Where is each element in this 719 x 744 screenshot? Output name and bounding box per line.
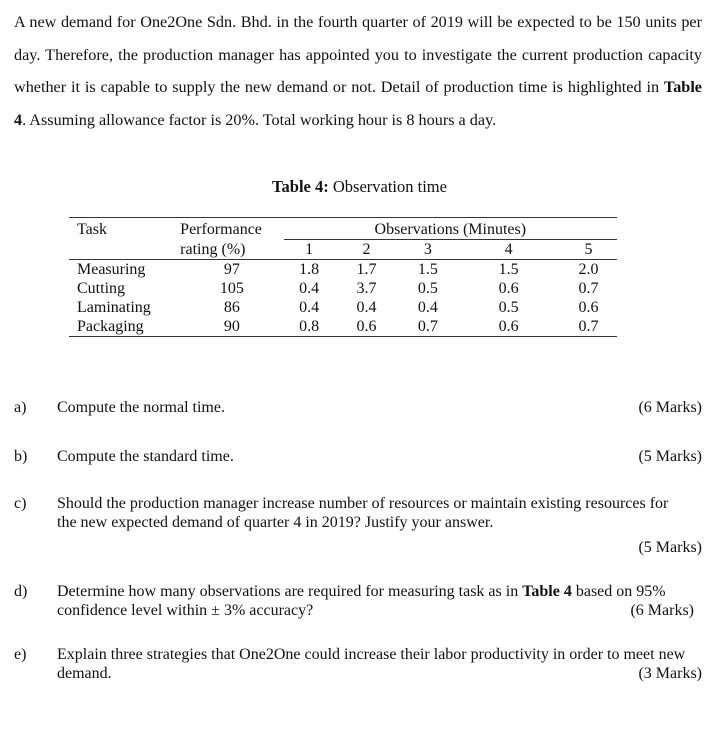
table-row (69, 317, 617, 337)
question-c (14, 494, 702, 556)
question-a-letter: a) (14, 399, 27, 416)
header-rating: rating (%) (180, 240, 283, 260)
intro-table-ref: Table 4 (14, 78, 702, 129)
obs-value: 1.7 (356, 261, 377, 278)
question-d-table-ref: Table 4 (522, 583, 572, 600)
observation-table (69, 217, 617, 337)
question-b-marks: (5 Marks) (638, 448, 702, 465)
table-row (69, 260, 617, 280)
obs-value: 0.7 (578, 280, 599, 297)
question-d-text (57, 582, 697, 620)
task-rating: 105 (219, 280, 244, 297)
obs-value: 1.5 (417, 261, 438, 278)
obs-value: 0.5 (417, 280, 438, 297)
obs-value: 0.8 (284, 317, 335, 337)
obs-value: 1.5 (498, 261, 519, 278)
question-b-text: Compute the standard time. (57, 448, 234, 465)
question-d-letter: d) (14, 583, 28, 600)
task-name: Measuring (77, 261, 146, 278)
obs-value: 0.4 (356, 299, 377, 316)
question-b (14, 447, 702, 466)
obs-value: 0.7 (398, 317, 457, 337)
header-task: Task (69, 218, 180, 240)
obs-value: 3.7 (356, 280, 377, 297)
obs-value: 0.7 (560, 317, 617, 337)
intro-paragraph (14, 6, 702, 136)
intro-text-1: A new demand for One2One Sdn. Bhd. in the fourth quarter of 2019 will be expected to be 150 units per day. Therefore, the production manager has appointed you to investigate the current production capacity whether it is capable to supply the new demand or not. Detail of production time is highlighted in (14, 13, 702, 96)
question-d-marks: (6 Marks) (630, 602, 694, 619)
question-e-text: Explain three strategies that One2One could increase their labor productivity in order to meet new demand. (57, 646, 686, 682)
obs-value: 0.6 (498, 280, 519, 297)
header-obs-4: 4 (457, 240, 560, 260)
task-rating: 97 (223, 261, 240, 278)
question-c-text: Should the production manager increase number of resources or maintain existing resources for the new expected demand of quarter 4 in 2019? Justify your answer. (57, 495, 669, 531)
obs-value: 0.4 (417, 299, 438, 316)
question-c-letter: c) (14, 495, 27, 512)
table-caption (0, 177, 719, 197)
question-e-letter: e) (14, 646, 27, 663)
task-name: Packaging (69, 317, 180, 337)
question-e-marks: (3 Marks) (638, 665, 702, 682)
question-d-text-post: based on 95% confidence level within ± 3% accuracy? (57, 583, 666, 619)
question-d (14, 582, 702, 620)
obs-value: 0.5 (498, 299, 519, 316)
obs-value: 0.6 (457, 317, 560, 337)
header-observations: Observations (Minutes) (284, 218, 617, 240)
obs-value: 0.4 (299, 280, 320, 297)
question-d-text-pre: Determine how many observations are required for measuring task as in (57, 583, 523, 600)
table-row (69, 279, 617, 298)
task-name: Laminating (77, 299, 151, 316)
question-a-text: Compute the normal time. (57, 399, 225, 416)
obs-value: 0.4 (299, 299, 320, 316)
task-name: Cutting (77, 280, 126, 297)
question-a-marks: (6 Marks) (638, 399, 702, 416)
task-rating: 90 (180, 317, 283, 337)
header-performance: Performance (180, 218, 283, 240)
obs-value: 2.0 (578, 261, 599, 278)
task-rating: 86 (223, 299, 240, 316)
table-row (69, 298, 617, 317)
question-e (14, 645, 702, 683)
obs-value: 1.8 (299, 261, 320, 278)
table-caption-label: Table 4: (272, 177, 329, 196)
table-caption-title: Observation time (328, 177, 447, 196)
obs-value: 0.6 (335, 317, 399, 337)
question-b-letter: b) (14, 448, 28, 465)
question-c-marks: (5 Marks) (638, 539, 702, 556)
table-header-row-2 (69, 240, 617, 260)
header-obs-1: 1 (284, 240, 335, 260)
header-obs-3: 3 (398, 240, 457, 260)
question-a (14, 398, 702, 417)
obs-value: 0.6 (578, 299, 599, 316)
intro-text-2: . Assuming allowance factor is 20%. Total working hour is 8 hours a day. (22, 110, 497, 129)
header-obs-2: 2 (335, 240, 399, 260)
table-header-row-1 (69, 218, 617, 240)
header-obs-5: 5 (560, 240, 617, 260)
